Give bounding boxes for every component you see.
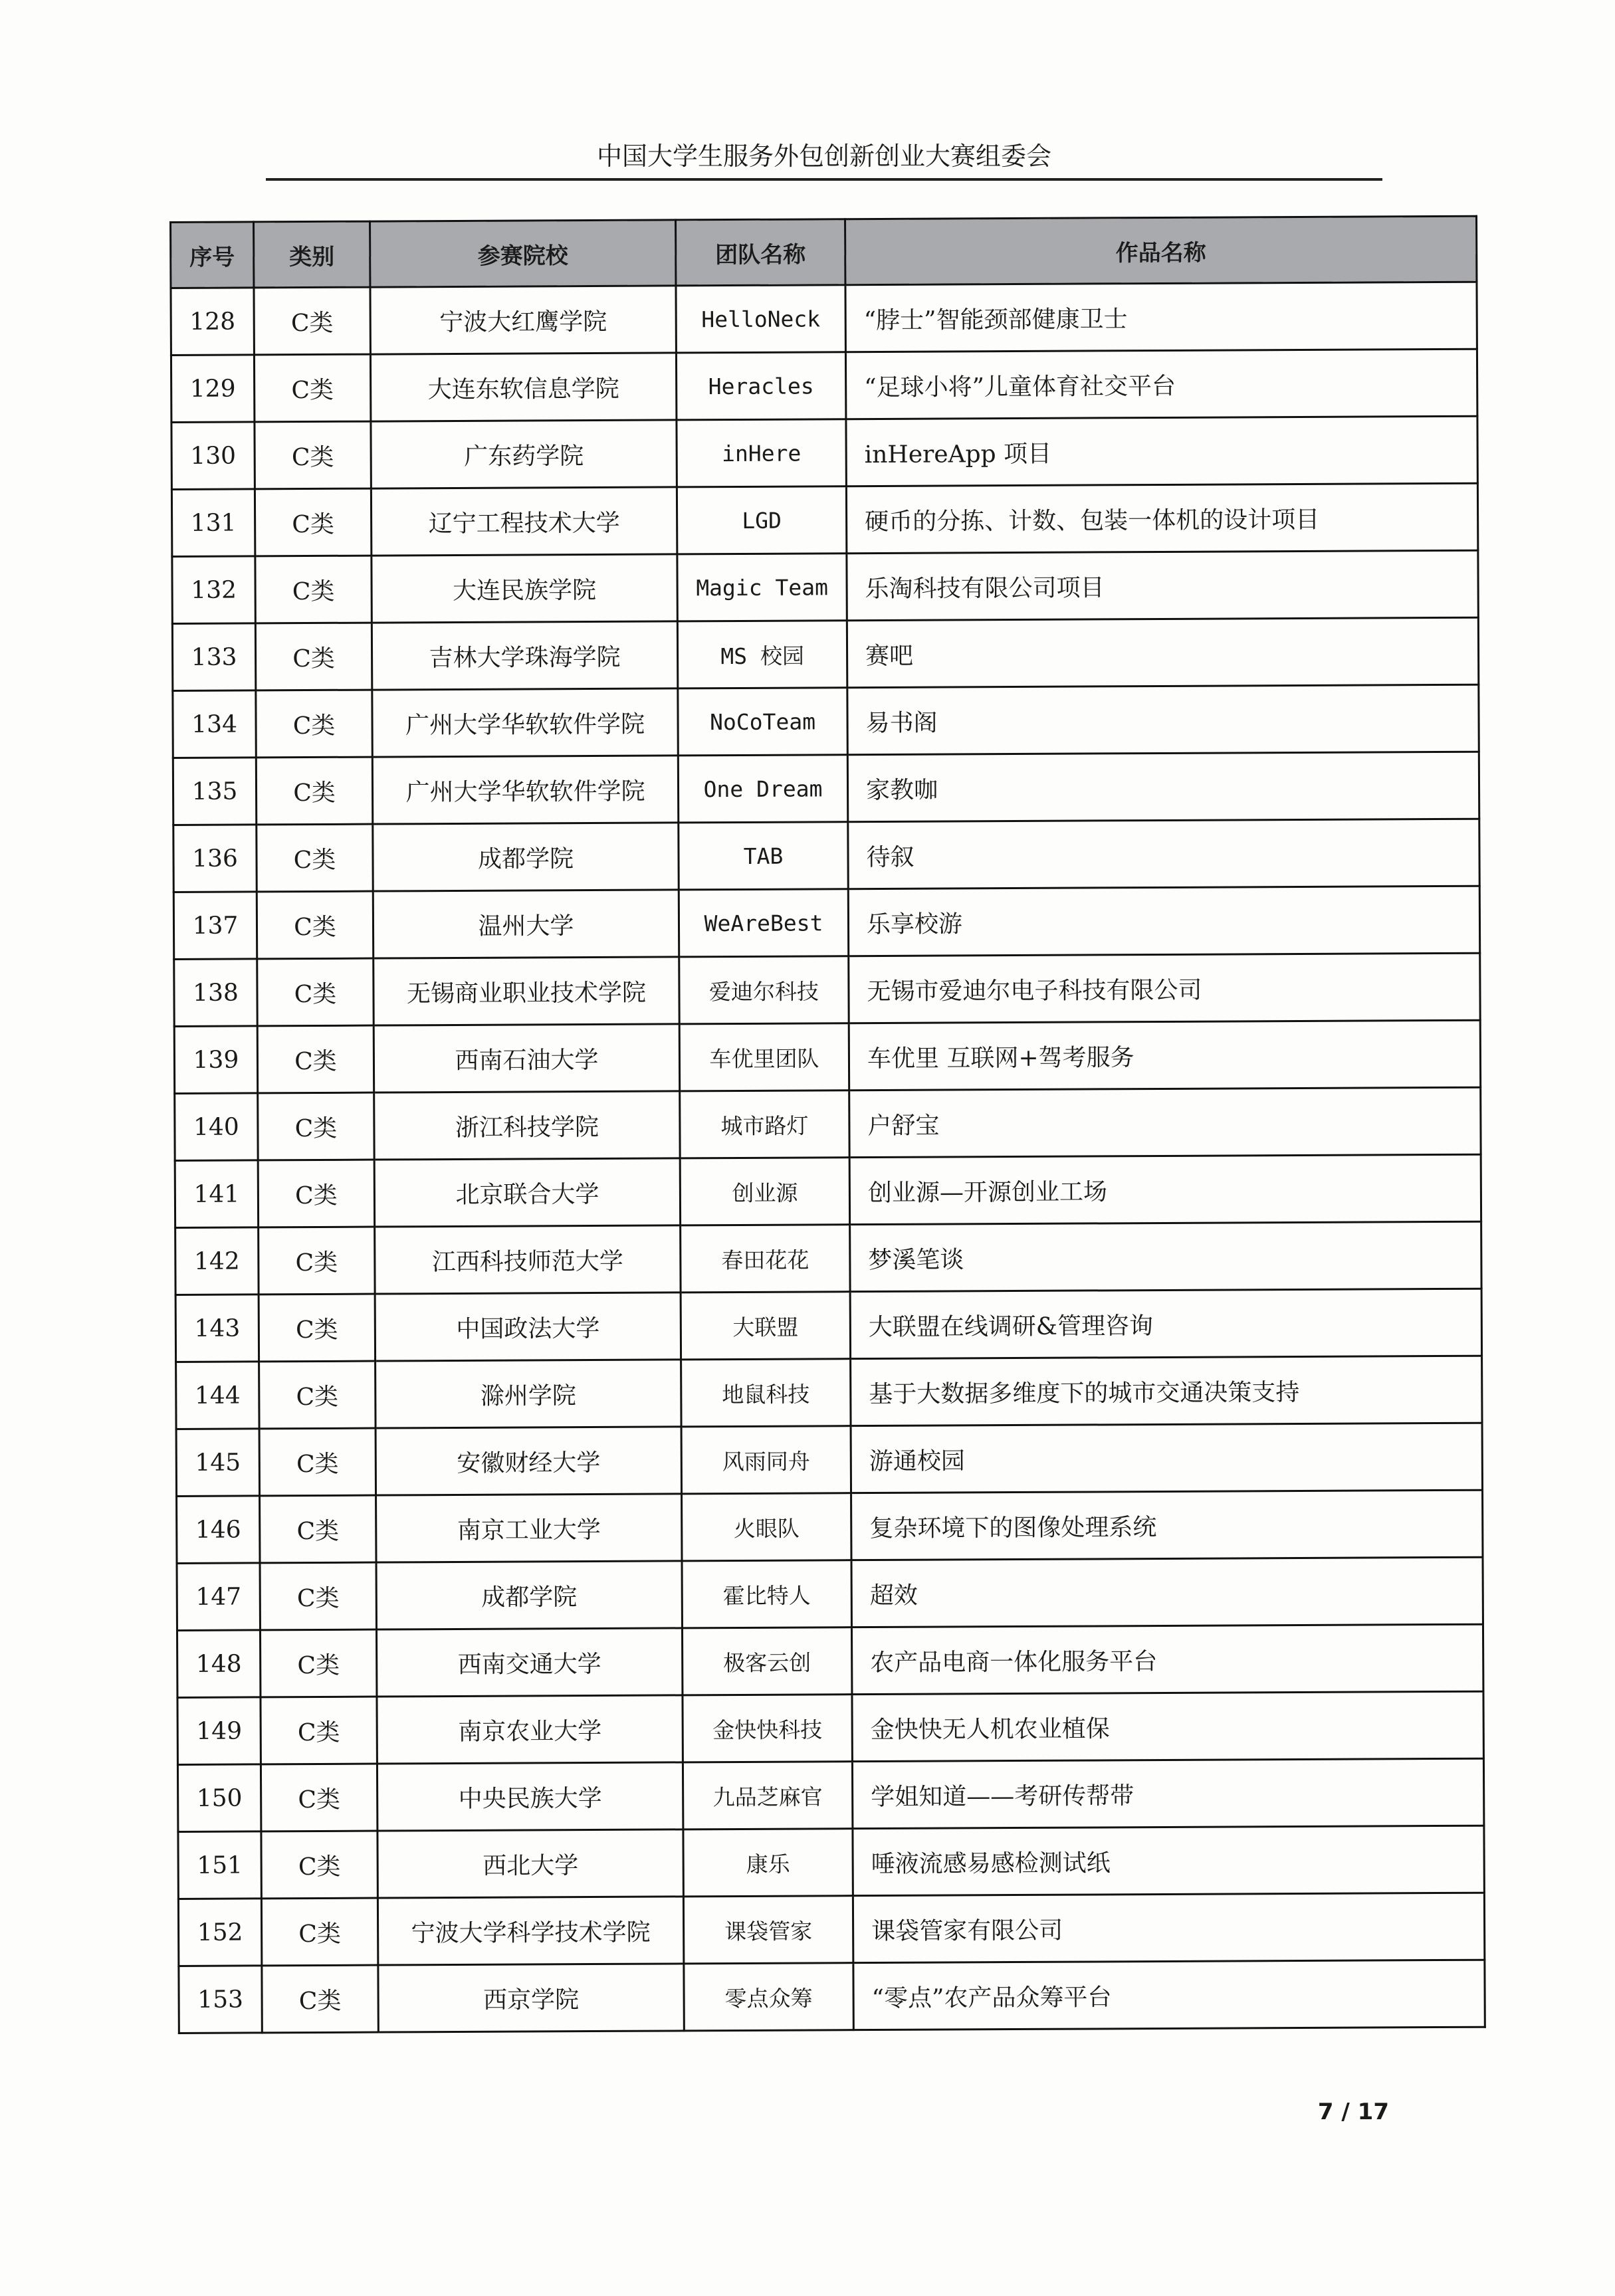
- cell-index: 132: [172, 556, 255, 624]
- table-row: [179, 1960, 1485, 2033]
- cell-project: 基于大数据多维度下的城市交通决策支持: [851, 1356, 1482, 1425]
- cell-school: 南京农业大学: [377, 1695, 683, 1764]
- cell-school: 宁波大红鹰学院: [370, 286, 676, 354]
- table-row: [173, 819, 1479, 892]
- table-row: [174, 953, 1480, 1026]
- cell-school: 无锡商业职业技术学院: [374, 957, 679, 1025]
- table-row: [178, 1893, 1484, 1966]
- table-row: [176, 1356, 1482, 1429]
- table-row: [177, 1691, 1483, 1764]
- cell-category: C类: [257, 891, 373, 959]
- cell-project: 赛吧: [847, 617, 1478, 687]
- cell-project: 家教咖: [847, 752, 1479, 821]
- cell-school: 成都学院: [376, 1561, 682, 1629]
- cell-team: 车优里团队: [679, 1023, 849, 1091]
- cell-index: 151: [178, 1831, 261, 1899]
- cell-school: 西京学院: [378, 1964, 684, 2032]
- cell-team: 火眼队: [682, 1493, 851, 1561]
- cell-school: 辽宁工程技术大学: [371, 487, 677, 556]
- cell-school: 宁波大学科学技术学院: [377, 1897, 683, 1965]
- cell-project: 乐淘科技有限公司项目: [847, 550, 1478, 620]
- cell-category: C类: [257, 1025, 374, 1093]
- cell-index: 140: [175, 1093, 258, 1161]
- header-rule: [266, 178, 1382, 181]
- table-row: [177, 1490, 1483, 1563]
- table-row: [173, 684, 1479, 758]
- cell-team: TAB: [679, 822, 848, 890]
- cell-school: 吉林大学珠海学院: [372, 621, 677, 690]
- cell-project: 超效: [851, 1557, 1483, 1627]
- cell-category: C类: [260, 1629, 376, 1697]
- cell-project: 大联盟在线调研&管理咨询: [850, 1289, 1481, 1358]
- cell-team: 大联盟: [681, 1292, 850, 1360]
- col-header-school: 参赛院校: [370, 220, 676, 287]
- cell-project: 学姐知道——考研传帮带: [852, 1758, 1483, 1828]
- cell-index: 147: [177, 1563, 260, 1631]
- cell-index: 135: [173, 758, 256, 825]
- cell-index: 148: [177, 1630, 260, 1698]
- cell-category: C类: [262, 1965, 378, 2033]
- cell-category: C类: [255, 421, 371, 489]
- cell-index: 141: [175, 1160, 258, 1228]
- cell-category: C类: [261, 1898, 377, 1966]
- cell-category: C类: [260, 1495, 376, 1563]
- entries-table: [169, 215, 1486, 2034]
- cell-index: 129: [171, 355, 254, 423]
- cell-index: 139: [174, 1026, 257, 1094]
- cell-team: 创业源: [680, 1158, 849, 1225]
- cell-category: C类: [261, 1831, 377, 1899]
- cell-team: 九品芝麻官: [683, 1762, 852, 1829]
- cell-index: 145: [176, 1429, 259, 1497]
- cell-category: C类: [254, 287, 370, 355]
- table-row: [171, 416, 1477, 489]
- table-row: [176, 1423, 1482, 1496]
- cell-index: 143: [175, 1295, 259, 1362]
- cell-school: 南京工业大学: [376, 1494, 682, 1562]
- cell-project: 梦溪笔谈: [850, 1221, 1481, 1291]
- cell-index: 136: [173, 825, 257, 892]
- cell-team: WeAreBest: [679, 889, 848, 957]
- cell-project: 金快快无人机农业植保: [852, 1691, 1483, 1761]
- cell-project: 硬币的分拣、计数、包装一体机的设计项目: [846, 483, 1477, 553]
- cell-project: “零点”农产品众筹平台: [853, 1960, 1485, 2030]
- cell-index: 153: [179, 1966, 262, 2034]
- cell-project: 户舒宝: [849, 1087, 1481, 1157]
- cell-team: 康乐: [683, 1829, 853, 1897]
- cell-school: 西北大学: [377, 1829, 683, 1898]
- cell-index: 150: [177, 1764, 261, 1832]
- cell-project: 创业源—开源创业工场: [849, 1154, 1481, 1224]
- table-row: [177, 1624, 1483, 1697]
- cell-index: 152: [178, 1899, 261, 1966]
- cell-school: 广州大学华软软件学院: [372, 756, 678, 824]
- page-number: 7 / 17: [1317, 2099, 1389, 2125]
- cell-category: C类: [254, 354, 370, 422]
- cell-project: 游通校园: [851, 1423, 1482, 1493]
- cell-project: 无锡市爱迪尔电子科技有限公司: [849, 953, 1480, 1023]
- cell-team: 零点众筹: [684, 1963, 853, 2031]
- cell-category: C类: [259, 1227, 375, 1295]
- cell-school: 北京联合大学: [374, 1158, 680, 1227]
- cell-index: 128: [171, 288, 254, 356]
- cell-project: 唾液流感易感检测试纸: [853, 1826, 1484, 1895]
- cell-index: 133: [172, 623, 255, 691]
- cell-project: 课袋管家有限公司: [853, 1893, 1484, 1962]
- cell-index: 134: [173, 690, 256, 758]
- cell-project: 乐享校游: [848, 886, 1479, 956]
- cell-category: C类: [255, 623, 372, 690]
- table-row: [175, 1221, 1481, 1295]
- cell-school: 中国政法大学: [375, 1293, 681, 1361]
- col-header-category: 类别: [254, 221, 370, 288]
- table-row: [175, 1154, 1481, 1227]
- table-body: [171, 282, 1485, 2033]
- cell-school: 浙江科技学院: [374, 1091, 680, 1160]
- cell-category: C类: [258, 1160, 374, 1227]
- cell-category: C类: [259, 1294, 375, 1362]
- col-header-team: 团队名称: [675, 219, 845, 286]
- cell-team: 城市路灯: [680, 1091, 849, 1158]
- cell-school: 安徽财经大学: [376, 1427, 681, 1495]
- table-row: [178, 1826, 1484, 1899]
- cell-team: 极客云创: [682, 1627, 851, 1695]
- table-header-row: [171, 216, 1477, 288]
- table-row: [173, 886, 1479, 959]
- cell-category: C类: [258, 1093, 374, 1160]
- cell-index: 130: [171, 422, 255, 490]
- table-row: [171, 349, 1477, 422]
- cell-team: 金快快科技: [683, 1695, 852, 1762]
- cell-index: 149: [177, 1697, 261, 1765]
- cell-category: C类: [259, 1361, 376, 1429]
- table-row: [174, 1020, 1480, 1093]
- cell-team: LGD: [677, 486, 846, 554]
- table-row: [172, 550, 1478, 623]
- cell-team: 霍比特人: [682, 1560, 851, 1628]
- cell-category: C类: [259, 1428, 376, 1496]
- cell-team: inHere: [677, 419, 846, 487]
- cell-team: One Dream: [678, 755, 847, 823]
- cell-team: NoCoTeam: [678, 688, 847, 756]
- table-row: [171, 282, 1477, 355]
- table-row: [175, 1289, 1481, 1362]
- cell-index: 142: [175, 1227, 259, 1295]
- cell-team: 爱迪尔科技: [679, 956, 849, 1024]
- cell-team: HelloNeck: [676, 285, 845, 353]
- cell-school: 大连民族学院: [372, 554, 677, 623]
- cell-team: MS 校园: [677, 621, 847, 688]
- table-row: [175, 1087, 1481, 1160]
- table-row: [172, 617, 1478, 690]
- col-header-project: 作品名称: [845, 216, 1476, 284]
- cell-school: 温州大学: [373, 890, 679, 958]
- cell-team: 地鼠科技: [681, 1359, 851, 1427]
- page-header-title: 中国大学生服务外包创新创业大赛组委会: [596, 142, 1051, 171]
- cell-project: “足球小将”儿童体育社交平台: [845, 349, 1477, 419]
- table-row: [171, 483, 1477, 556]
- cell-index: 144: [176, 1362, 259, 1429]
- cell-index: 131: [171, 489, 255, 557]
- cell-school: 中央民族大学: [377, 1762, 683, 1831]
- cell-school: 成都学院: [373, 823, 679, 891]
- cell-school: 江西科技师范大学: [375, 1225, 681, 1294]
- cell-project: 待叙: [848, 819, 1479, 888]
- cell-category: C类: [257, 824, 373, 892]
- cell-project: 车优里 互联网+驾考服务: [849, 1020, 1480, 1090]
- cell-project: 复杂环境下的图像处理系统: [851, 1490, 1483, 1560]
- cell-category: C类: [260, 1562, 376, 1630]
- table-row: [177, 1758, 1483, 1831]
- table-row: [177, 1557, 1483, 1630]
- cell-index: 146: [177, 1496, 260, 1564]
- cell-category: C类: [261, 1764, 377, 1831]
- cell-index: 138: [174, 959, 257, 1027]
- cell-category: C类: [255, 488, 371, 556]
- cell-category: C类: [257, 958, 374, 1026]
- cell-project: “脖士”智能颈部健康卫士: [845, 282, 1477, 352]
- cell-team: Magic Team: [677, 554, 847, 621]
- cell-index: 137: [173, 892, 257, 960]
- cell-school: 西南交通大学: [376, 1628, 682, 1697]
- cell-team: 春田花花: [681, 1225, 850, 1293]
- table-row: [173, 752, 1479, 825]
- cell-school: 广州大学华软软件学院: [372, 688, 678, 757]
- col-header-index: 序号: [171, 222, 254, 288]
- cell-school: 广东药学院: [371, 420, 677, 488]
- cell-project: 易书阁: [847, 684, 1479, 754]
- cell-team: 课袋管家: [683, 1896, 853, 1964]
- cell-category: C类: [256, 757, 372, 825]
- cell-category: C类: [261, 1697, 377, 1764]
- cell-project: inHereApp 项目: [846, 416, 1477, 486]
- cell-school: 滁州学院: [376, 1360, 681, 1428]
- cell-school: 西南石油大学: [374, 1024, 679, 1093]
- cell-school: 大连东软信息学院: [370, 353, 676, 421]
- cell-category: C类: [255, 556, 372, 623]
- cell-project: 农产品电商一体化服务平台: [851, 1624, 1483, 1694]
- cell-team: 风雨同舟: [681, 1426, 851, 1494]
- cell-team: Heracles: [676, 352, 845, 420]
- cell-category: C类: [256, 690, 372, 758]
